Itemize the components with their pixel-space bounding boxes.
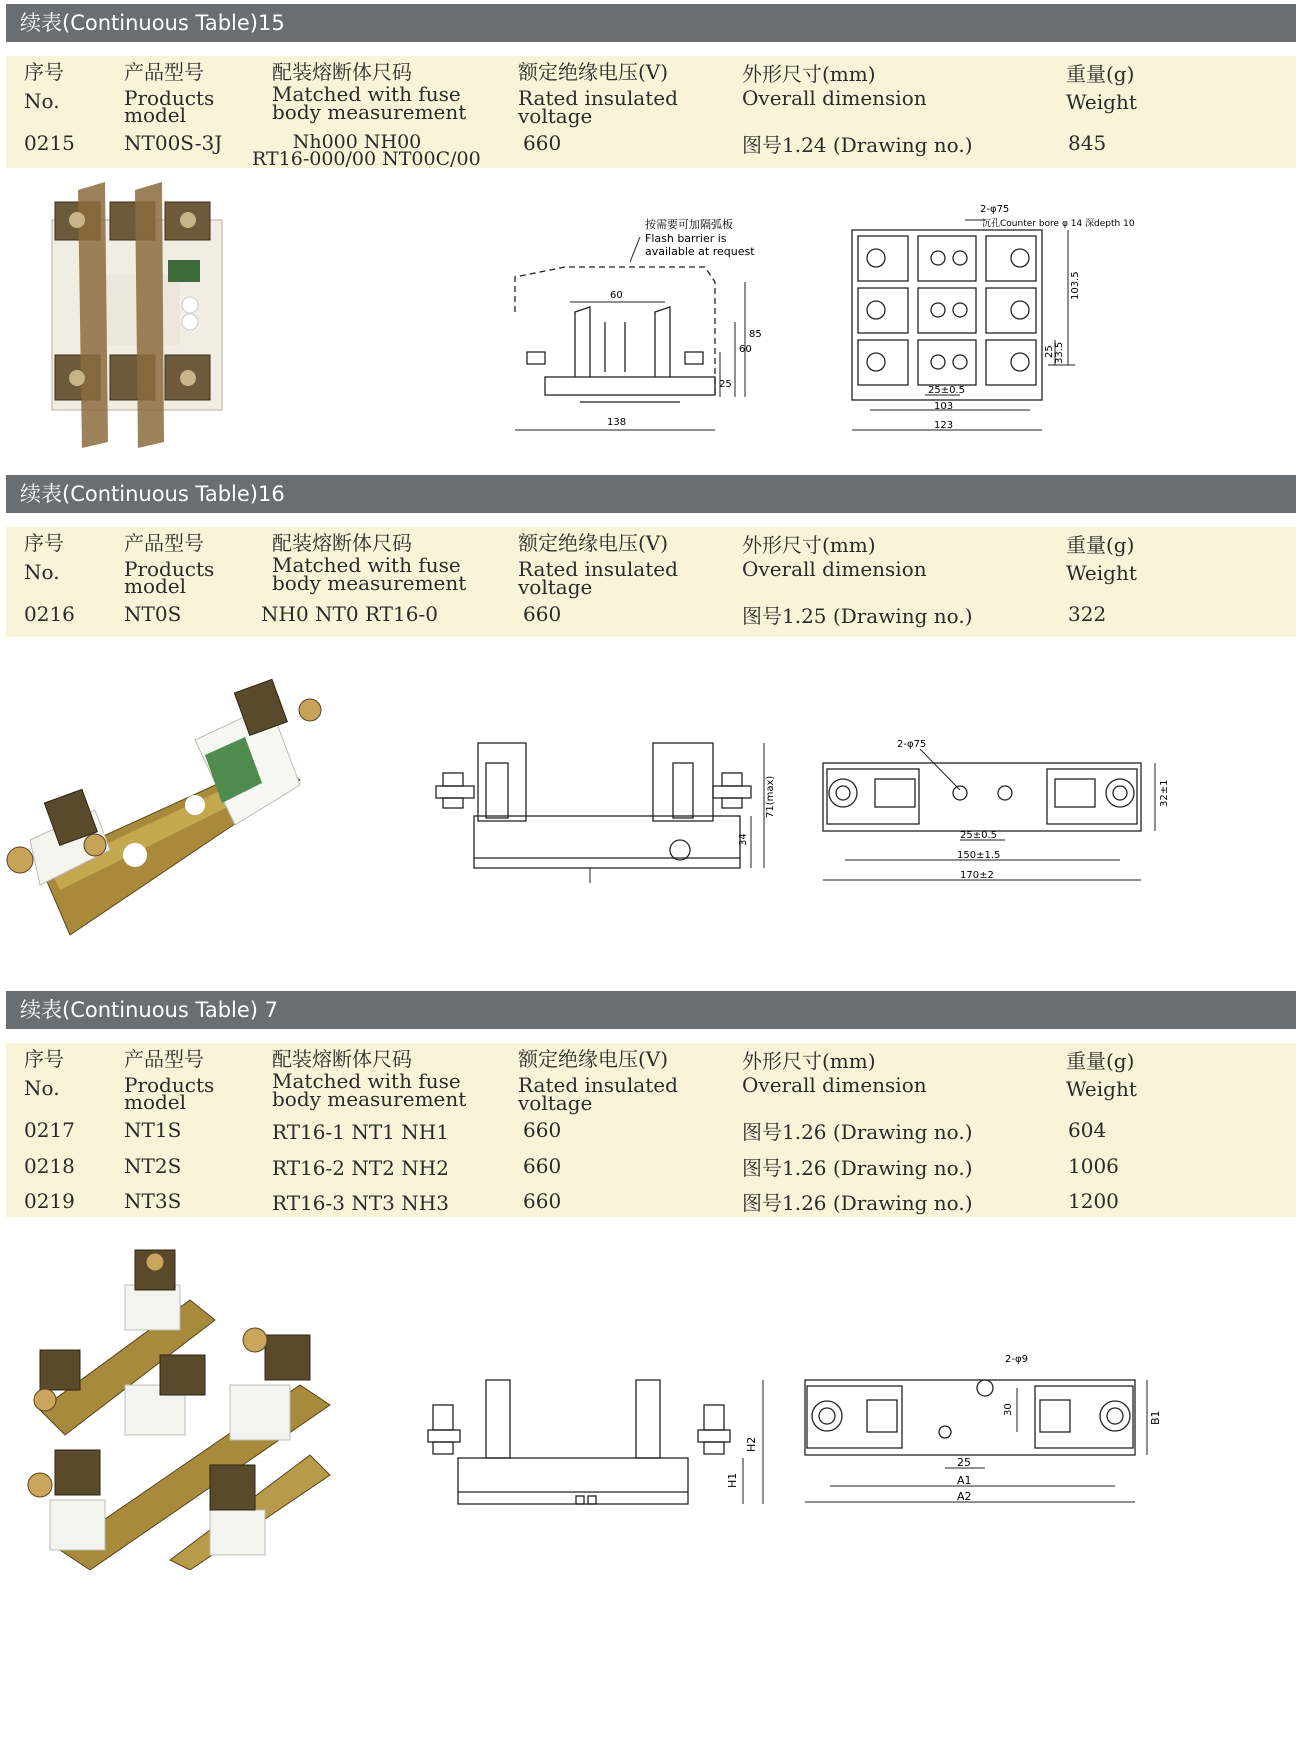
- row-drawing: 图号1.25 (Drawing no.): [742, 604, 973, 628]
- header-no-cn: 序号: [24, 531, 64, 555]
- product-photo-nt0s: [0, 665, 345, 950]
- header-model-en2: model: [124, 574, 187, 598]
- header-no-cn: 序号: [24, 60, 64, 84]
- dim-label: 25: [957, 1456, 971, 1469]
- header-weight-en: Weight: [1066, 561, 1137, 585]
- header-weight-en: Weight: [1066, 1077, 1137, 1101]
- dim-label: 103: [934, 401, 954, 412]
- row-model: NT1S: [124, 1118, 182, 1142]
- section-title-bar: [6, 475, 1296, 513]
- section-title-bar: [6, 4, 1296, 42]
- header-weight-en: Weight: [1066, 90, 1137, 114]
- header-voltage-en: Rated insulated: [518, 557, 678, 581]
- header-match-cn: 配装熔断体尺码: [272, 60, 412, 84]
- top-view-drawing-15: [840, 200, 1280, 445]
- header-match-en2: body measurement: [272, 571, 467, 595]
- row-no: 0216: [24, 602, 75, 626]
- header-voltage-cn: 额定绝缘电压(V): [518, 60, 669, 84]
- header-match-en2: body measurement: [272, 1087, 467, 1111]
- row-model: NT3S: [124, 1189, 182, 1213]
- row-voltage: 660: [523, 1118, 562, 1142]
- header-dimension-cn: 外形尺寸(mm): [742, 1049, 876, 1073]
- row-drawing: 图号1.26 (Drawing no.): [742, 1120, 973, 1144]
- row-no: 0217: [24, 1118, 75, 1142]
- dim-label: 60: [739, 344, 752, 355]
- dim-label: 60: [610, 290, 623, 301]
- dim-label: 34: [738, 833, 749, 846]
- dim-label: 170±2: [960, 870, 994, 881]
- row-weight: 1006: [1068, 1154, 1119, 1178]
- top-view-drawing-7: [795, 1350, 1285, 1520]
- barrier-note-en-2: available at request: [645, 245, 755, 258]
- header-match-en: Matched with fuse: [272, 553, 461, 577]
- row-match: RT16-2 NT2 NH2: [272, 1156, 449, 1180]
- header-model-en: Products: [124, 86, 215, 110]
- header-model-cn: 产品型号: [124, 531, 204, 555]
- header-match-cn: 配装熔断体尺码: [272, 531, 412, 555]
- header-dimension-cn: 外形尺寸(mm): [742, 62, 876, 86]
- header-voltage-en: Rated insulated: [518, 1073, 678, 1097]
- header-no-en: No.: [24, 1076, 60, 1100]
- row-match: NH0 NT0 RT16-0: [261, 602, 438, 626]
- dim-label: 25: [1044, 345, 1055, 358]
- dim-label: 33.5: [1054, 341, 1065, 364]
- row-voltage: 660: [523, 131, 562, 155]
- section-title-bar: [6, 991, 1296, 1029]
- header-model-en2: model: [124, 1090, 187, 1114]
- product-photo-nt00s: [40, 180, 230, 450]
- dim-label: 2-φ75: [980, 204, 1010, 215]
- side-view-drawing-15: [505, 212, 795, 442]
- row-match: RT16-1 NT1 NH1: [272, 1120, 449, 1144]
- row-no: 0215: [24, 131, 75, 155]
- dim-label: 30: [1003, 1403, 1014, 1416]
- spec-table: [6, 56, 1296, 168]
- header-voltage-cn: 额定绝缘电压(V): [518, 1047, 669, 1071]
- dim-label: B1: [1149, 1410, 1162, 1425]
- dim-label: A2: [957, 1490, 972, 1503]
- header-voltage-cn: 额定绝缘电压(V): [518, 531, 669, 555]
- row-model: NT0S: [124, 602, 182, 626]
- row-match: RT16-3 NT3 NH3: [272, 1191, 449, 1215]
- barrier-note-en: Flash barrier is: [645, 232, 727, 245]
- row-drawing: 图号1.26 (Drawing no.): [742, 1156, 973, 1180]
- row-drawing: 图号1.24 (Drawing no.): [742, 133, 973, 157]
- header-dimension-en: Overall dimension: [742, 557, 927, 581]
- row-voltage: 660: [523, 1189, 562, 1213]
- dim-label: 2-φ9: [1005, 1354, 1028, 1365]
- row-match-2: RT16-000/00 NT00C/00: [252, 148, 481, 170]
- row-weight: 604: [1068, 1118, 1107, 1142]
- dim-label: 25±0.5: [928, 385, 966, 396]
- dim-label: 150±1.5: [957, 850, 1001, 861]
- header-voltage-en2: voltage: [518, 575, 593, 599]
- section-title: 续表(Continuous Table) 7: [20, 998, 279, 1022]
- row-no: 0218: [24, 1154, 75, 1178]
- spec-table: [6, 1043, 1296, 1217]
- row-voltage: 660: [523, 602, 562, 626]
- header-match-cn: 配装熔断体尺码: [272, 1047, 412, 1071]
- dim-label: H1: [726, 1472, 739, 1488]
- header-model-cn: 产品型号: [124, 1047, 204, 1071]
- header-model-cn: 产品型号: [124, 60, 204, 84]
- spec-table: [6, 527, 1296, 637]
- dim-label: A1: [957, 1474, 972, 1487]
- header-weight-cn: 重量(g): [1066, 533, 1135, 557]
- header-weight-cn: 重量(g): [1066, 62, 1135, 86]
- header-dimension-en: Overall dimension: [742, 1073, 927, 1097]
- header-match-en2: body measurement: [272, 100, 467, 124]
- header-model-en: Products: [124, 557, 215, 581]
- row-model: NT2S: [124, 1154, 182, 1178]
- top-view-drawing-16: [815, 735, 1295, 890]
- row-weight: 1200: [1068, 1189, 1119, 1213]
- row-no: 0219: [24, 1189, 75, 1213]
- dim-label: 138: [607, 417, 627, 428]
- dim-label: 25±0.5: [960, 830, 998, 841]
- header-match-en: Matched with fuse: [272, 1069, 461, 1093]
- row-model: NT00S-3J: [124, 131, 223, 155]
- row-voltage: 660: [523, 1154, 562, 1178]
- header-model-en2: model: [124, 103, 187, 127]
- dim-label: 2-φ75: [897, 739, 927, 750]
- row-weight: 322: [1068, 602, 1107, 626]
- header-match-en: Matched with fuse: [272, 82, 461, 106]
- header-no-en: No.: [24, 560, 60, 584]
- header-voltage-en: Rated insulated: [518, 86, 678, 110]
- dim-label: 71(max): [765, 775, 776, 818]
- section-title: 续表(Continuous Table)15: [20, 11, 285, 35]
- barrier-note-cn: 按需要可加隔弧板: [645, 218, 733, 231]
- dim-label: 123: [934, 420, 954, 431]
- row-weight: 845: [1068, 131, 1107, 155]
- dim-label: 25: [719, 379, 732, 390]
- dim-label: H2: [745, 1436, 758, 1452]
- header-voltage-en2: voltage: [518, 1091, 593, 1115]
- row-match: Nh000 NH00: [292, 131, 422, 153]
- header-no-cn: 序号: [24, 1047, 64, 1071]
- header-voltage-en2: voltage: [518, 104, 593, 128]
- section-title: 续表(Continuous Table)16: [20, 482, 285, 506]
- row-drawing: 图号1.26 (Drawing no.): [742, 1191, 973, 1215]
- side-view-drawing-7: [418, 1370, 773, 1520]
- dim-label: 32±1: [1159, 779, 1170, 807]
- header-dimension-cn: 外形尺寸(mm): [742, 533, 876, 557]
- header-weight-cn: 重量(g): [1066, 1049, 1135, 1073]
- side-view-drawing-16: [428, 738, 790, 893]
- header-dimension-en: Overall dimension: [742, 86, 927, 110]
- dim-label: 103.5: [1070, 271, 1081, 300]
- header-model-en: Products: [124, 1073, 215, 1097]
- product-photo-nt1s-nt3s: [10, 1240, 340, 1570]
- bore-note: 沉孔Counter bore φ 14 深depth 10: [982, 219, 1135, 229]
- header-no-en: No.: [24, 89, 60, 113]
- dim-label: 85: [749, 329, 762, 340]
